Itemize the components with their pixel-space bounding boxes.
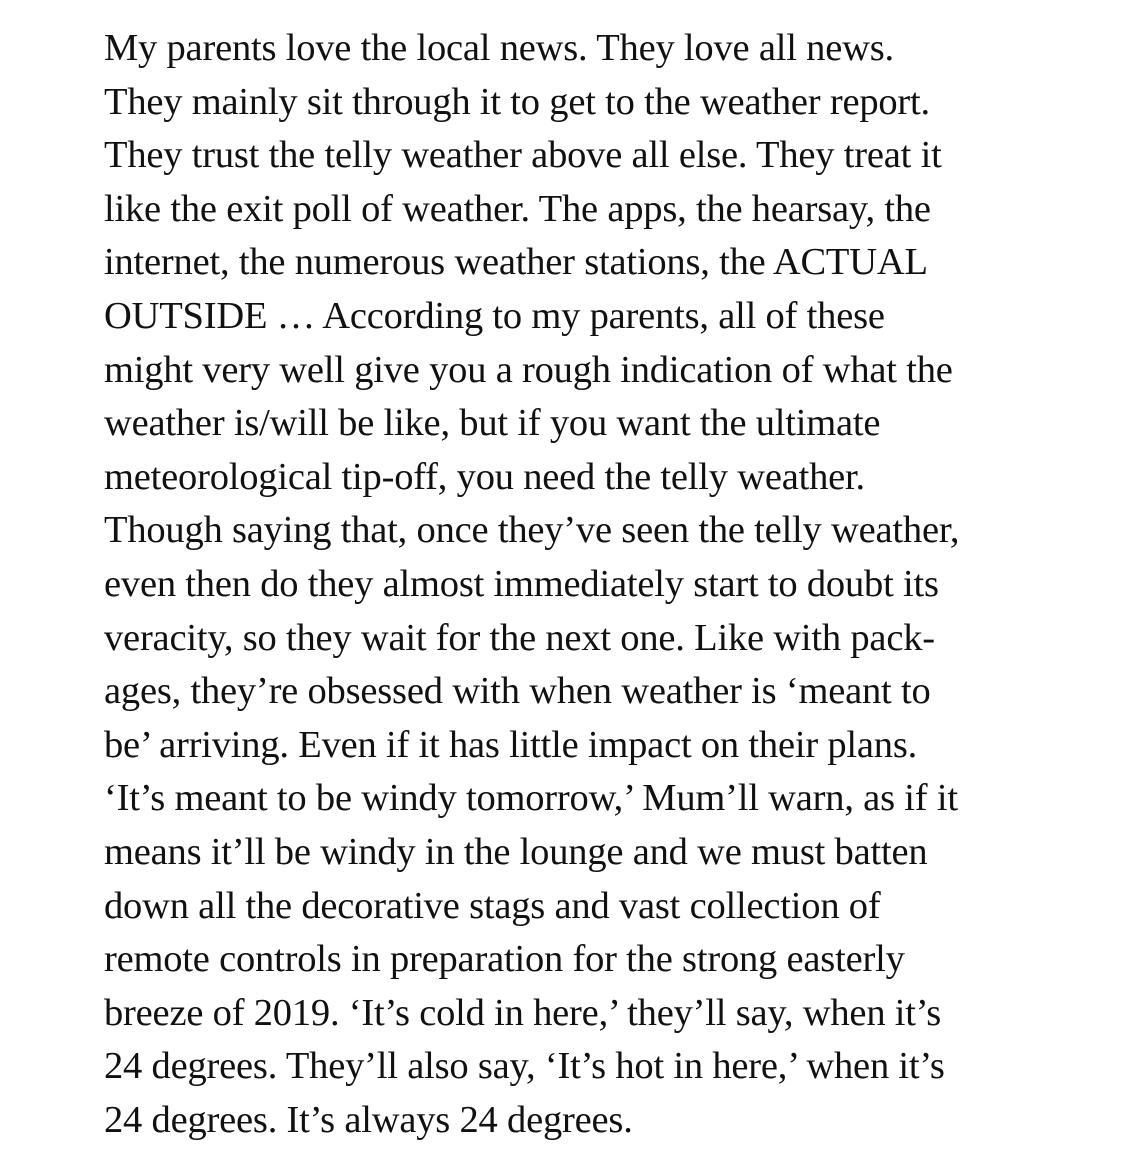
text-line-19: breeze of 2019. ‘It’s cold in here,’ they’ll say, when it’s xyxy=(104,991,942,1034)
text-line-1: My parents love the local news. They love all news. xyxy=(104,27,894,69)
text-line-2: They mainly sit through it to get to the weather report. xyxy=(104,80,930,123)
text-line-18: remote controls in preparation for the strong easterly xyxy=(104,938,905,981)
text-line-17: down all the decorative stags and vast collection of xyxy=(104,884,881,927)
text-line-14: be’ arriving. Even if it has little impact on their plans. xyxy=(104,723,918,766)
text-line-12: veracity, so they wait for the next one. Like with pack- xyxy=(104,616,935,659)
text-line-16: means it’ll be windy in the lounge and we must batten xyxy=(104,830,928,873)
text-line-21: 24 degrees. It’s always 24 degrees. xyxy=(104,1098,633,1141)
text-line-13: ages, they’re obsessed with when weather is ‘meant to xyxy=(104,670,931,713)
text-line-4: like the exit poll of weather. The apps, the hearsay, the xyxy=(104,187,931,230)
text-line-8: weather is/will be like, but if you want the ultimate xyxy=(104,402,881,445)
text-line-10: Though saying that, once they’ve seen the telly weather, xyxy=(104,509,960,552)
text-line-3: They trust the telly weather above all else. They treat it xyxy=(104,134,942,177)
text-line-9: meteorological tip-off, you need the telly weather. xyxy=(104,455,865,498)
text-line-20: 24 degrees. They’ll also say, ‘It’s hot in here,’ when it’s xyxy=(104,1045,945,1088)
text-line-15: ‘It’s meant to be windy tomorrow,’ Mum’ll warn, as if it xyxy=(104,777,958,820)
text-line-7: might very well give you a rough indication of what the xyxy=(104,348,953,391)
body-text xyxy=(104,22,1064,1147)
text-line-6: OUTSIDE … According to my parents, all of these xyxy=(104,294,885,337)
text-line-11: even then do they almost immediately start to doubt its xyxy=(104,562,939,605)
text-line-5: internet, the numerous weather stations, the ACTUAL xyxy=(104,241,928,284)
